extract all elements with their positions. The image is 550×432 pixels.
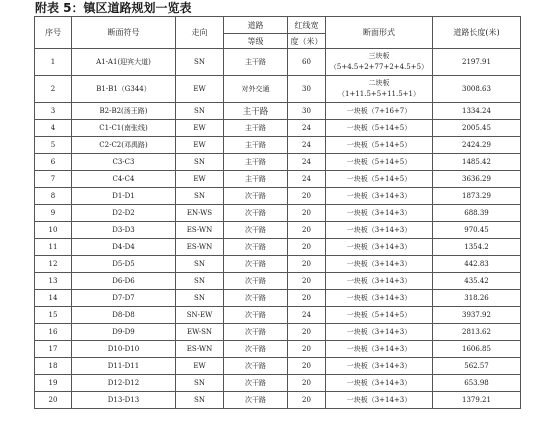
cell-road-grade: 次干路 [224, 256, 288, 273]
cell-section-code: D7-D7 [72, 290, 176, 307]
cell-direction: EW [176, 137, 224, 154]
cell-road-grade: 主干路 [224, 154, 288, 171]
cell-red-line-width: 24 [288, 154, 326, 171]
header-road-grade: 等级 [224, 34, 288, 49]
cell-index: 18 [35, 358, 72, 375]
section-form-line: 一块板（3+14+3） [346, 243, 412, 251]
table-row [35, 188, 521, 205]
table-row [35, 154, 521, 171]
cell-red-line-width: 30 [288, 103, 326, 120]
header-width-bottom: 度（米） [288, 34, 326, 49]
cell-road-grade: 次干路 [224, 188, 288, 205]
cell-direction: SN [176, 273, 224, 290]
cell-red-line-width: 30 [288, 76, 326, 103]
table-row [35, 137, 521, 154]
cell-road-grade: 次干路 [224, 239, 288, 256]
table-row [35, 307, 521, 324]
cell-index: 15 [35, 307, 72, 324]
cell-road-length: 2197.91 [433, 49, 521, 76]
section-form-line: 一块板（5+14+5） [346, 141, 412, 149]
cell-road-grade: 次干路 [224, 222, 288, 239]
header-road: 道路 [224, 17, 288, 34]
cell-index: 5 [35, 137, 72, 154]
header-direction: 走向 [176, 17, 224, 49]
cell-road-length: 2813.62 [433, 324, 521, 341]
cell-index: 9 [35, 205, 72, 222]
cell-road-length: 1354.2 [433, 239, 521, 256]
cell-road-grade: 主干路 [224, 49, 288, 76]
cell-red-line-width: 20 [288, 256, 326, 273]
cell-index: 3 [35, 103, 72, 120]
table-body [35, 49, 521, 409]
cell-road-length: 970.45 [433, 222, 521, 239]
cell-index: 1 [35, 49, 72, 76]
cell-section-form [326, 171, 433, 188]
section-form-line: （1+11.5+5+11.5+1） [338, 90, 420, 98]
section-form-line: 一块板（3+14+3） [346, 260, 412, 268]
cell-road-grade: 对外交通 [224, 76, 288, 103]
cell-red-line-width: 20 [288, 290, 326, 307]
cell-red-line-width: 20 [288, 222, 326, 239]
cell-index: 13 [35, 273, 72, 290]
cell-road-grade: 主干路 [224, 171, 288, 188]
cell-red-line-width: 24 [288, 120, 326, 137]
cell-road-length: 442.83 [433, 256, 521, 273]
cell-section-form [326, 358, 433, 375]
cell-direction: SN-EW [176, 307, 224, 324]
cell-section-code: D9-D9 [72, 324, 176, 341]
cell-section-form [326, 392, 433, 409]
cell-section-form [326, 137, 433, 154]
cell-section-code: C3-C3 [72, 154, 176, 171]
cell-section-code: A1-A1(迎宾大道) [72, 49, 176, 76]
cell-index: 12 [35, 256, 72, 273]
cell-index: 20 [35, 392, 72, 409]
cell-index: 2 [35, 76, 72, 103]
section-form-line: 一块板（3+14+3） [346, 226, 412, 234]
cell-section-code: B2-B2(汤王路) [72, 103, 176, 120]
section-form-line: 一块板（3+14+3） [346, 192, 412, 200]
section-form-line: 一块板（3+14+3） [346, 209, 412, 217]
cell-direction: ES-WN [176, 341, 224, 358]
cell-section-code: D2-D2 [72, 205, 176, 222]
cell-section-form [326, 324, 433, 341]
section-form-line: 一块板（3+14+3） [346, 345, 412, 353]
cell-red-line-width: 24 [288, 307, 326, 324]
cell-direction: EW [176, 358, 224, 375]
table-row [35, 171, 521, 188]
cell-direction: EW [176, 171, 224, 188]
cell-direction: EW [176, 76, 224, 103]
cell-index: 16 [35, 324, 72, 341]
cell-section-form [326, 120, 433, 137]
cell-direction: ES-WN [176, 239, 224, 256]
road-planning-table [34, 16, 521, 409]
cell-direction: ES-WN [176, 222, 224, 239]
cell-road-length: 1334.24 [433, 103, 521, 120]
cell-road-length: 562.57 [433, 358, 521, 375]
cell-section-form [326, 239, 433, 256]
cell-red-line-width: 24 [288, 137, 326, 154]
table-row [35, 205, 521, 222]
cell-section-form [326, 188, 433, 205]
cell-section-code: D3-D3 [72, 222, 176, 239]
table-row [35, 324, 521, 341]
section-form-line: 一块板（3+14+3） [346, 328, 412, 336]
cell-red-line-width: 20 [288, 188, 326, 205]
cell-section-form [326, 341, 433, 358]
header-index: 序号 [35, 17, 72, 49]
cell-index: 17 [35, 341, 72, 358]
table-row [35, 103, 521, 120]
cell-road-grade: 次干路 [224, 341, 288, 358]
cell-index: 19 [35, 375, 72, 392]
cell-direction: SN [176, 290, 224, 307]
section-form-line: 三块板 [368, 52, 390, 60]
table-row [35, 273, 521, 290]
cell-section-code: D12-D12 [72, 375, 176, 392]
cell-road-length: 688.39 [433, 205, 521, 222]
cell-road-grade: 主干路 [224, 137, 288, 154]
cell-road-length: 1873.29 [433, 188, 521, 205]
cell-section-form [326, 222, 433, 239]
cell-red-line-width: 20 [288, 324, 326, 341]
section-form-line: 一块板（3+14+3） [346, 396, 412, 404]
cell-section-form [326, 273, 433, 290]
cell-road-grade: 次干路 [224, 205, 288, 222]
cell-direction: EW-SN [176, 324, 224, 341]
section-form-line: （5+4.5+2+77+2+4.5+5） [329, 63, 429, 71]
table-row [35, 375, 521, 392]
table-row [35, 392, 521, 409]
cell-road-length: 1379.21 [433, 392, 521, 409]
cell-road-length: 3636.29 [433, 171, 521, 188]
cell-direction: SN [176, 49, 224, 76]
table-row [35, 341, 521, 358]
cell-section-form [326, 256, 433, 273]
cell-direction: SN [176, 256, 224, 273]
cell-section-form [326, 76, 433, 103]
cell-section-form [326, 49, 433, 76]
cell-road-length: 1485.42 [433, 154, 521, 171]
cell-red-line-width: 24 [288, 171, 326, 188]
header-width-top: 红线宽 [288, 17, 326, 34]
cell-index: 8 [35, 188, 72, 205]
section-form-line: 一块板（5+14+5） [346, 158, 412, 166]
cell-road-length: 435.42 [433, 273, 521, 290]
table-row [35, 49, 521, 76]
cell-road-length: 1606.85 [433, 341, 521, 358]
table-caption: 附表 5：镇区道路规划一览表 [35, 1, 192, 15]
cell-section-code: C2-C2(邓禹路) [72, 137, 176, 154]
cell-road-grade: 主干路 [224, 103, 288, 120]
cell-red-line-width: 20 [288, 375, 326, 392]
cell-red-line-width: 20 [288, 358, 326, 375]
cell-index: 4 [35, 120, 72, 137]
cell-index: 14 [35, 290, 72, 307]
cell-section-code: B1-B1（G344） [72, 76, 176, 103]
cell-direction: SN [176, 154, 224, 171]
table-row [35, 256, 521, 273]
cell-index: 6 [35, 154, 72, 171]
cell-red-line-width: 60 [288, 49, 326, 76]
cell-red-line-width: 20 [288, 239, 326, 256]
table-row [35, 76, 521, 103]
cell-road-length: 2424.29 [433, 137, 521, 154]
cell-red-line-width: 20 [288, 273, 326, 290]
cell-section-form [326, 290, 433, 307]
cell-red-line-width: 20 [288, 392, 326, 409]
cell-section-code: C1-C1(南张线) [72, 120, 176, 137]
cell-road-grade: 次干路 [224, 307, 288, 324]
cell-index: 7 [35, 171, 72, 188]
table-row [35, 290, 521, 307]
section-form-line: 一块板（5+14+5） [346, 175, 412, 183]
header-section-form: 断面形式 [326, 17, 433, 49]
cell-road-grade: 次干路 [224, 392, 288, 409]
table-row [35, 120, 521, 137]
cell-road-length: 653.98 [433, 375, 521, 392]
cell-road-grade: 主干路 [224, 120, 288, 137]
cell-section-form [326, 154, 433, 171]
section-form-line: 一块板（3+14+3） [346, 379, 412, 387]
cell-red-line-width: 20 [288, 205, 326, 222]
cell-section-code: D13-D13 [72, 392, 176, 409]
cell-road-grade: 次干路 [224, 375, 288, 392]
cell-section-form [326, 375, 433, 392]
cell-section-code: D1-D1 [72, 188, 176, 205]
cell-direction: SN [176, 375, 224, 392]
cell-direction: SN [176, 392, 224, 409]
cell-section-form [326, 103, 433, 120]
cell-road-length: 2005.45 [433, 120, 521, 137]
cell-direction: EW [176, 120, 224, 137]
cell-section-form [326, 307, 433, 324]
cell-road-grade: 次干路 [224, 324, 288, 341]
cell-direction: EN-WS [176, 205, 224, 222]
cell-section-code: D11-D11 [72, 358, 176, 375]
section-form-line: 一块板（3+14+3） [346, 362, 412, 370]
section-form-line: 一块板（3+14+3） [346, 294, 412, 302]
cell-section-form [326, 205, 433, 222]
cell-direction: SN [176, 103, 224, 120]
cell-road-length: 318.26 [433, 290, 521, 307]
cell-direction: SN [176, 188, 224, 205]
section-form-line: 一块板（5+14+5） [346, 311, 412, 319]
cell-road-length: 3008.63 [433, 76, 521, 103]
table-row [35, 358, 521, 375]
cell-section-code: D10-D10 [72, 341, 176, 358]
cell-section-code: D6-D6 [72, 273, 176, 290]
table-row [35, 239, 521, 256]
section-form-line: 一块板（3+14+3） [346, 277, 412, 285]
cell-road-grade: 次干路 [224, 358, 288, 375]
header-section-code: 断面符号 [72, 17, 176, 49]
cell-index: 10 [35, 222, 72, 239]
table-row [35, 222, 521, 239]
cell-road-grade: 次干路 [224, 290, 288, 307]
cell-road-length: 3937.92 [433, 307, 521, 324]
cell-section-code: C4-C4 [72, 171, 176, 188]
cell-red-line-width: 20 [288, 341, 326, 358]
cell-index: 11 [35, 239, 72, 256]
cell-section-code: D5-D5 [72, 256, 176, 273]
cell-section-code: D4-D4 [72, 239, 176, 256]
cell-section-code: D8-D8 [72, 307, 176, 324]
section-form-line: 一块板（5+14+5） [346, 124, 412, 132]
section-form-line: 二块板 [368, 79, 390, 87]
header-length: 道路长度(米) [433, 17, 521, 49]
cell-road-grade: 次干路 [224, 273, 288, 290]
section-form-line: 一块板（7+16+7） [346, 107, 412, 115]
